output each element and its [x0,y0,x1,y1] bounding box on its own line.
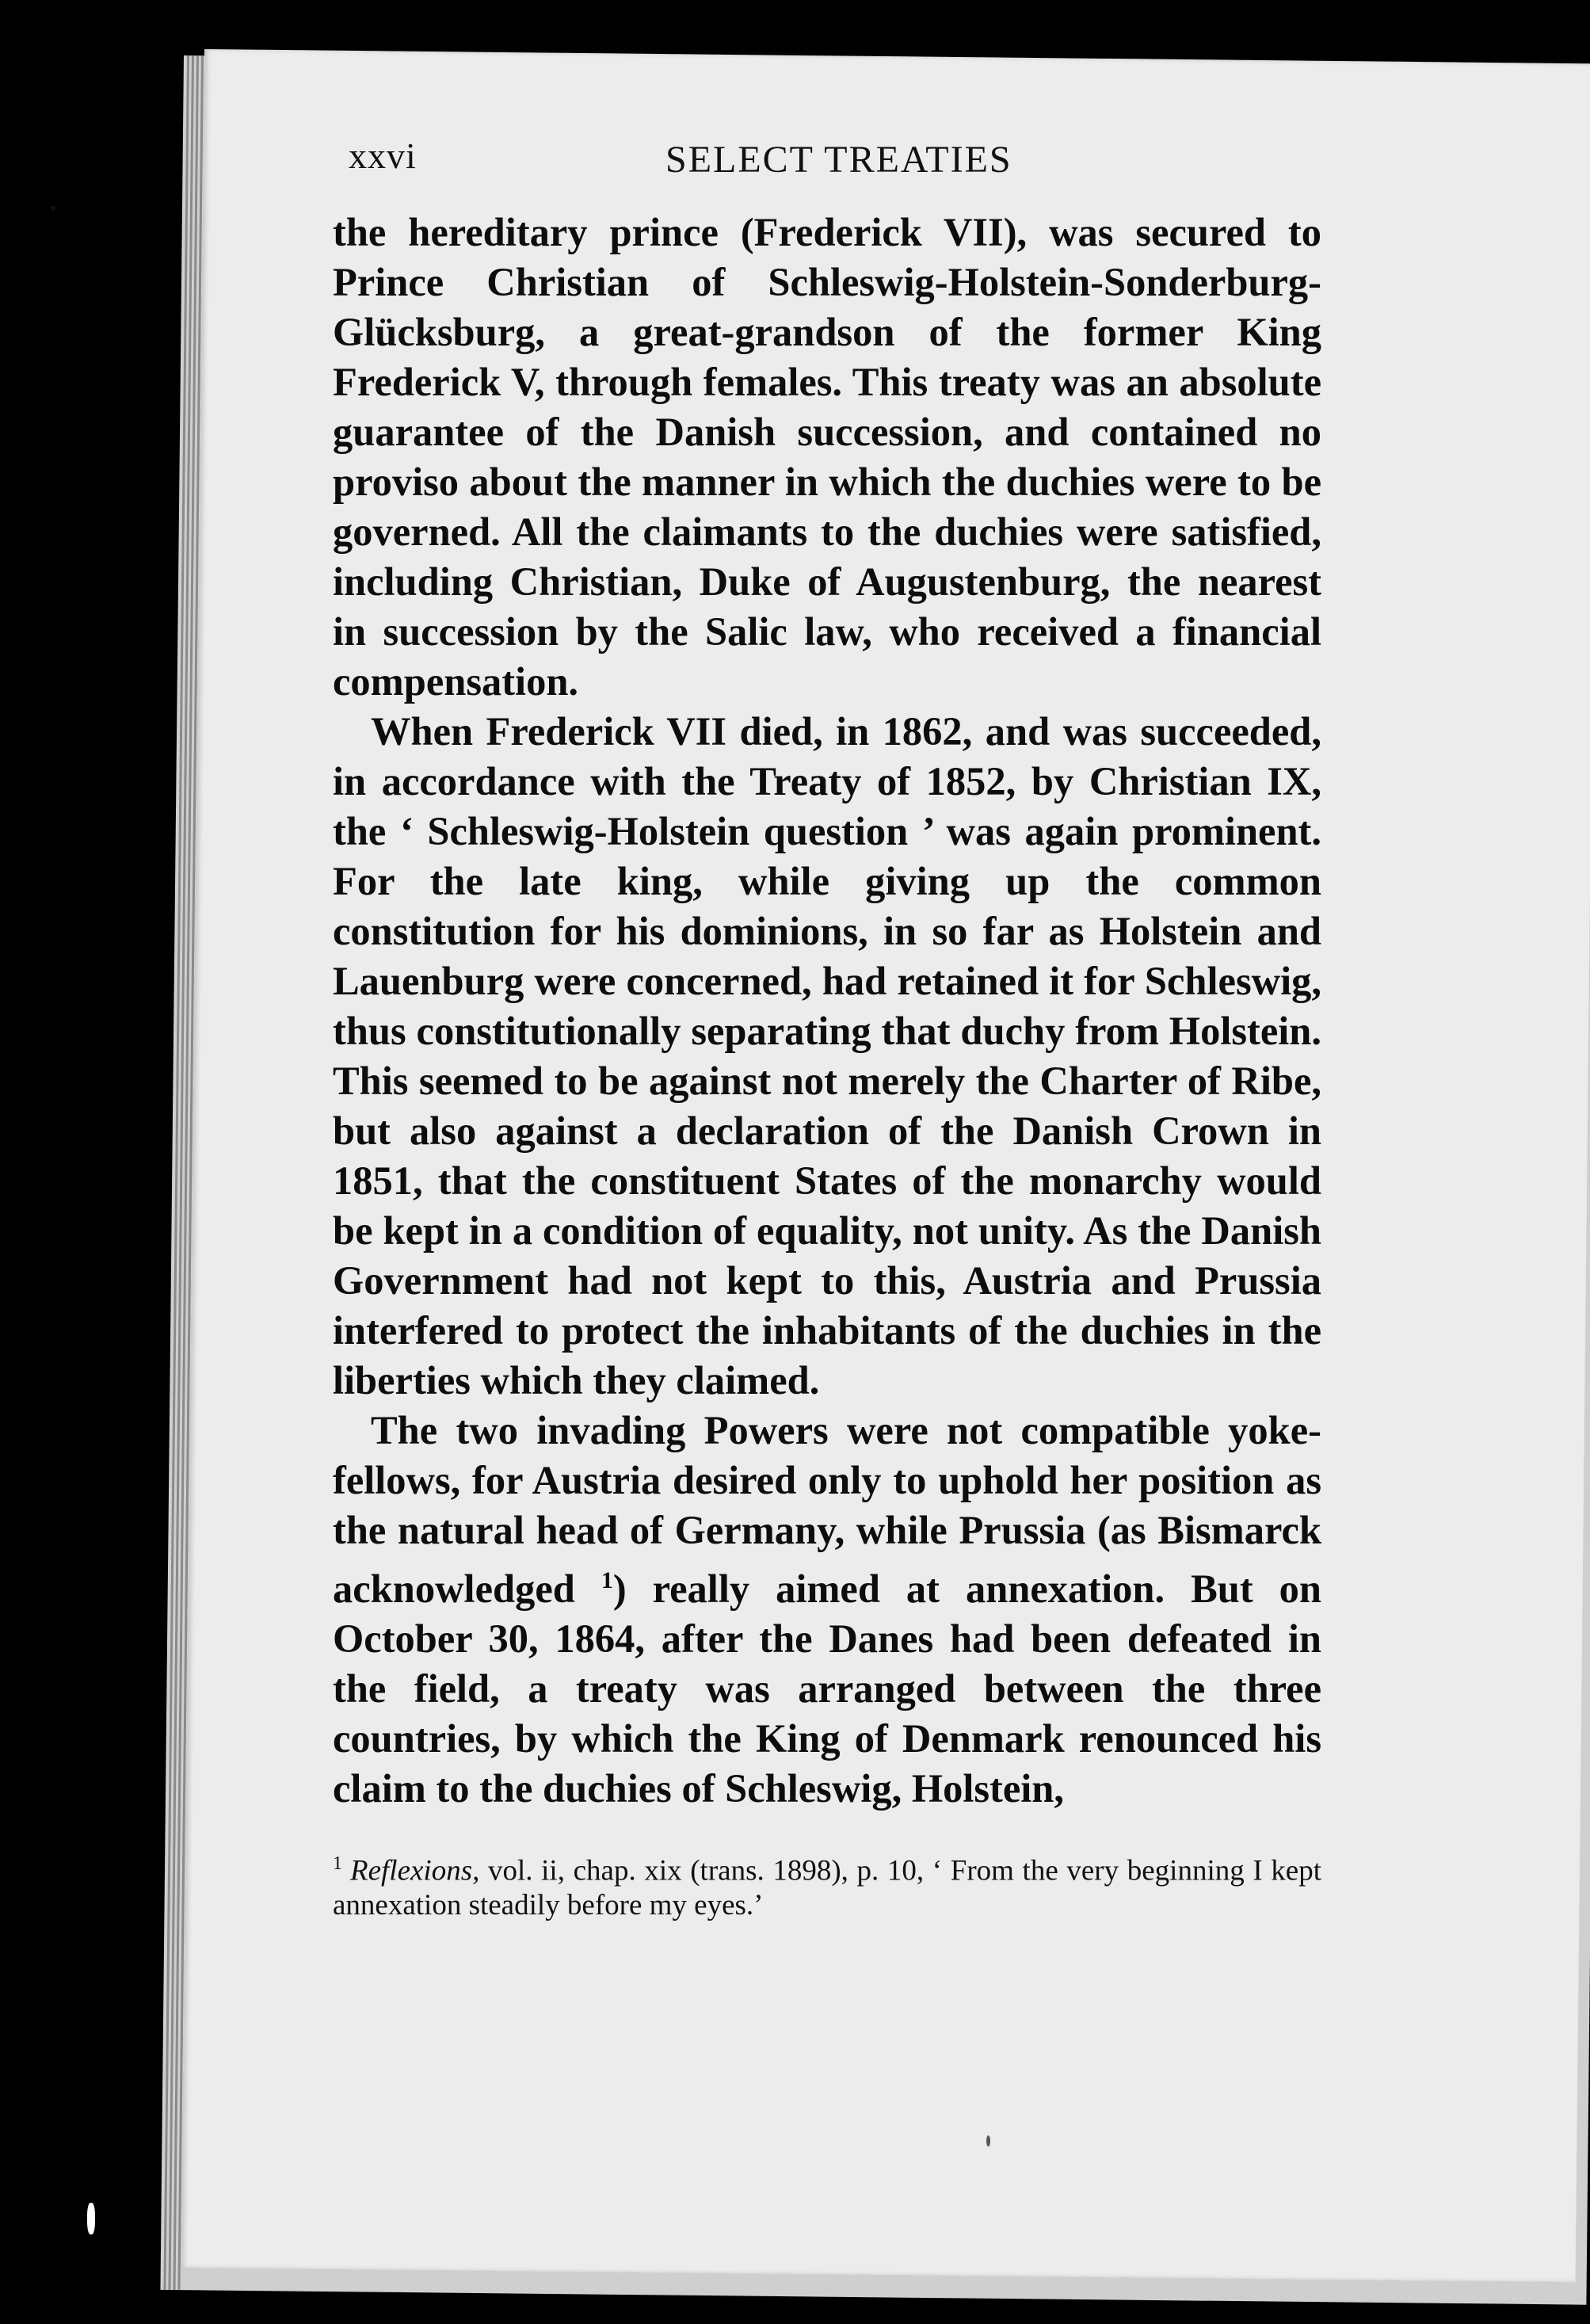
footnote-title: Reflexions, [350,1854,480,1887]
page-header [349,135,1260,198]
running-title: SELECT TREATIES [665,139,1012,181]
scan-speck [986,2135,990,2147]
footnote-mark: 1 [333,1853,342,1874]
paragraph-text: The two invading Powers were not compatible yoke-fellows, for Austria desired only to uphold her position as the natural head of Germany, while Prussia (as Bismarck acknowledged [333,1408,1321,1611]
scan-speck [87,2203,95,2234]
scan-speck [51,206,55,211]
paragraph [333,1406,1321,1814]
paragraph: the hereditary prince (Frederick VII), was secured to Prince Christian of Schleswig-Holstein-Sonderburg-Glücksburg, a great-grandson of the former King Frederick V, through females. This treaty was an absolute guarantee of the Danish succession, and contained no proviso about the manner in which the duchies were to be governed. All the claimants to the duchies were satisfied, including Christian, Duke of Augustenburg, the nearest in succession by the Salic law, who received a financial compensation. [333,210,1321,704]
footnote-reference: 1 [601,1567,613,1593]
footnote [333,1846,1321,1923]
body-text [333,208,1321,1814]
footnote-text: vol. ii, chap. xix (trans. 1898), p. 10, ‘ From the very beginning I kept annexation steadily before my eyes.’ [333,1854,1322,1922]
paragraph: When Frederick VII died, in 1862, and was succeeded, in accordance with the Treaty of 1852, by Christian IX, the ‘ Schleswig-Holstein question ’ was again prominent. For the late king, while giving up the common constitution for his dominions, in so far as Holstein and Lauenburg were concerned, had retained it for Schleswig, thus constitutionally separating that duchy from Holstein. This seemed to be against not merely the Charter of Ribe, but also against a declaration of the Danish Crown in 1851, that the constituent States of the monarchy would be kept in a condition of equality, not unity. As the Danish Government had not kept to this, Austria and Prussia interfered to protect the inhabitants of the duchies in the liberties which they claimed. [333,709,1321,1402]
page-number: xxvi [349,135,417,176]
paragraph-text: ) really aimed at annexation. But on October 30, 1864, after the Danes had been defeated in the field, a treaty was arranged between the three countries, by which the King of Denmark renounced his claim to the duchies of Schleswig, Holstein, [333,1566,1321,1811]
